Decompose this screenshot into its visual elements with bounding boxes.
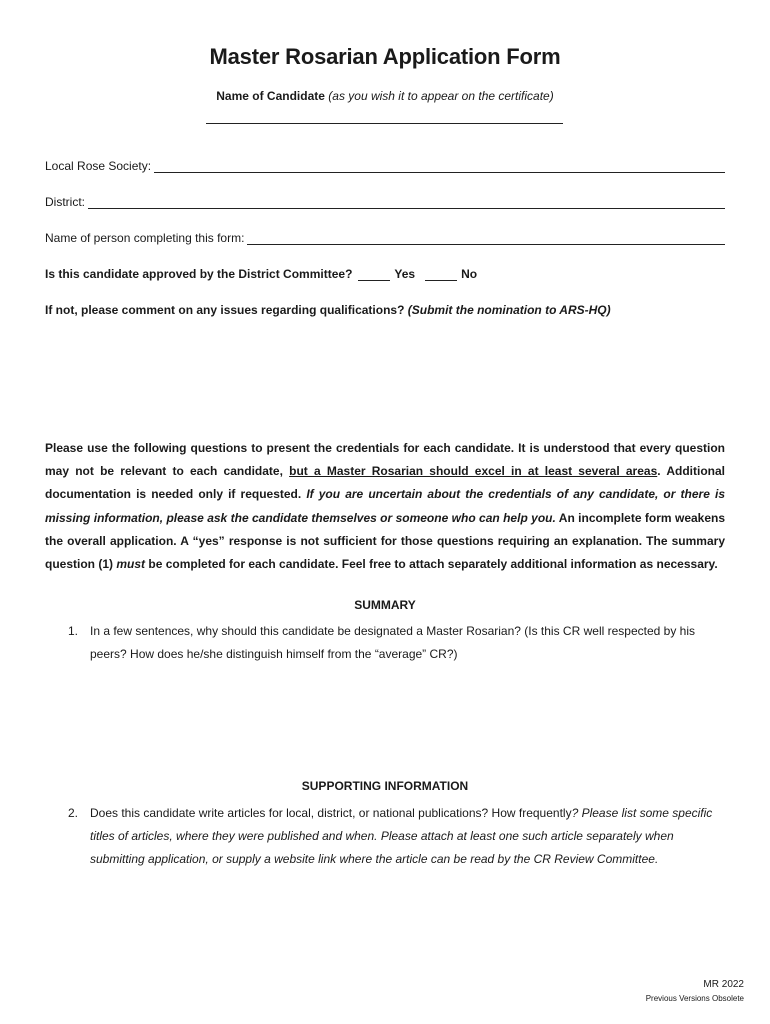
approval-row [45, 267, 477, 281]
footer-code: MR 2022 [703, 979, 744, 990]
local-society-row [45, 159, 725, 173]
instructions-part4: be completed for each candidate. Feel free to attach separately additional information as necessary. [148, 557, 718, 572]
comment-question: If not, please comment on any issues regarding qualifications? [45, 303, 405, 317]
candidate-note: (as you wish it to appear on the certificate) [328, 89, 554, 103]
question-1 [68, 620, 728, 666]
instructions-paragraph [45, 437, 725, 576]
comment-row [45, 303, 611, 317]
instructions-part2: . Additional documentation is needed only if requested. [45, 464, 725, 502]
page-title: Master Rosarian Application Form [209, 44, 561, 69]
person-completing-row [45, 231, 725, 245]
district-row [45, 195, 725, 209]
candidate-name-label [0, 89, 770, 103]
comment-instruction: (Submit the nomination to ARS-HQ) [407, 303, 611, 317]
instructions-must: must [116, 557, 146, 572]
instructions-part1: Please use the following questions to present the credentials for each candidate. It is understood that every question may not be relevant to each candidate, [45, 441, 725, 479]
supporting-heading: SUPPORTING INFORMATION [301, 779, 469, 793]
approval-no-field[interactable] [425, 269, 457, 281]
district-label: District: [45, 195, 85, 209]
candidate-name-field[interactable] [206, 123, 563, 124]
question-2-number: 2. [68, 806, 79, 820]
question-2 [68, 802, 728, 871]
summary-heading: SUMMARY [354, 598, 416, 612]
question-2-text: Does this candidate write articles for local, district, or national publications? How frequently [90, 806, 572, 820]
candidate-label: Name of Candidate [216, 89, 325, 103]
person-completing-field[interactable] [247, 233, 725, 245]
question-1-number: 1. [68, 624, 79, 638]
local-society-label: Local Rose Society: [45, 159, 152, 173]
approval-yes-label: Yes [394, 267, 416, 281]
instructions-part3: An incomplete form weakens the overall application. A “yes” response is not sufficient for those questions requiring an explanation. The summary question (1) [45, 510, 726, 572]
question-2-text-block [90, 802, 728, 871]
approval-no-label: No [461, 267, 478, 281]
approval-yes-field[interactable] [358, 269, 390, 281]
instructions-underlined: but a Master Rosarian should excel in at least several areas [289, 464, 658, 479]
instructions-italic: If you are uncertain about the credentials of any candidate, or there is missing information, please ask the candidate themselves or someone who can help you. [45, 487, 725, 525]
question-1-text: In a few sentences, why should this candidate be designated a Master Rosarian? (Is this CR well respected by his peers? How does he/she distinguish himself from the “average” CR?) [90, 624, 695, 661]
approval-question: Is this candidate approved by the District Committee? [45, 267, 353, 281]
district-field[interactable] [88, 197, 725, 209]
footer-note: Previous Versions Obsolete [645, 994, 744, 1003]
question-2-italic: ? Please list some specific titles of articles, where they were published and when. Please attach at least one such article separately when submitting application, or supply a website link where the article can be read by the CR Review Committee. [90, 806, 713, 866]
local-society-field[interactable] [154, 161, 725, 173]
person-completing-label: Name of person completing this form: [45, 231, 245, 245]
